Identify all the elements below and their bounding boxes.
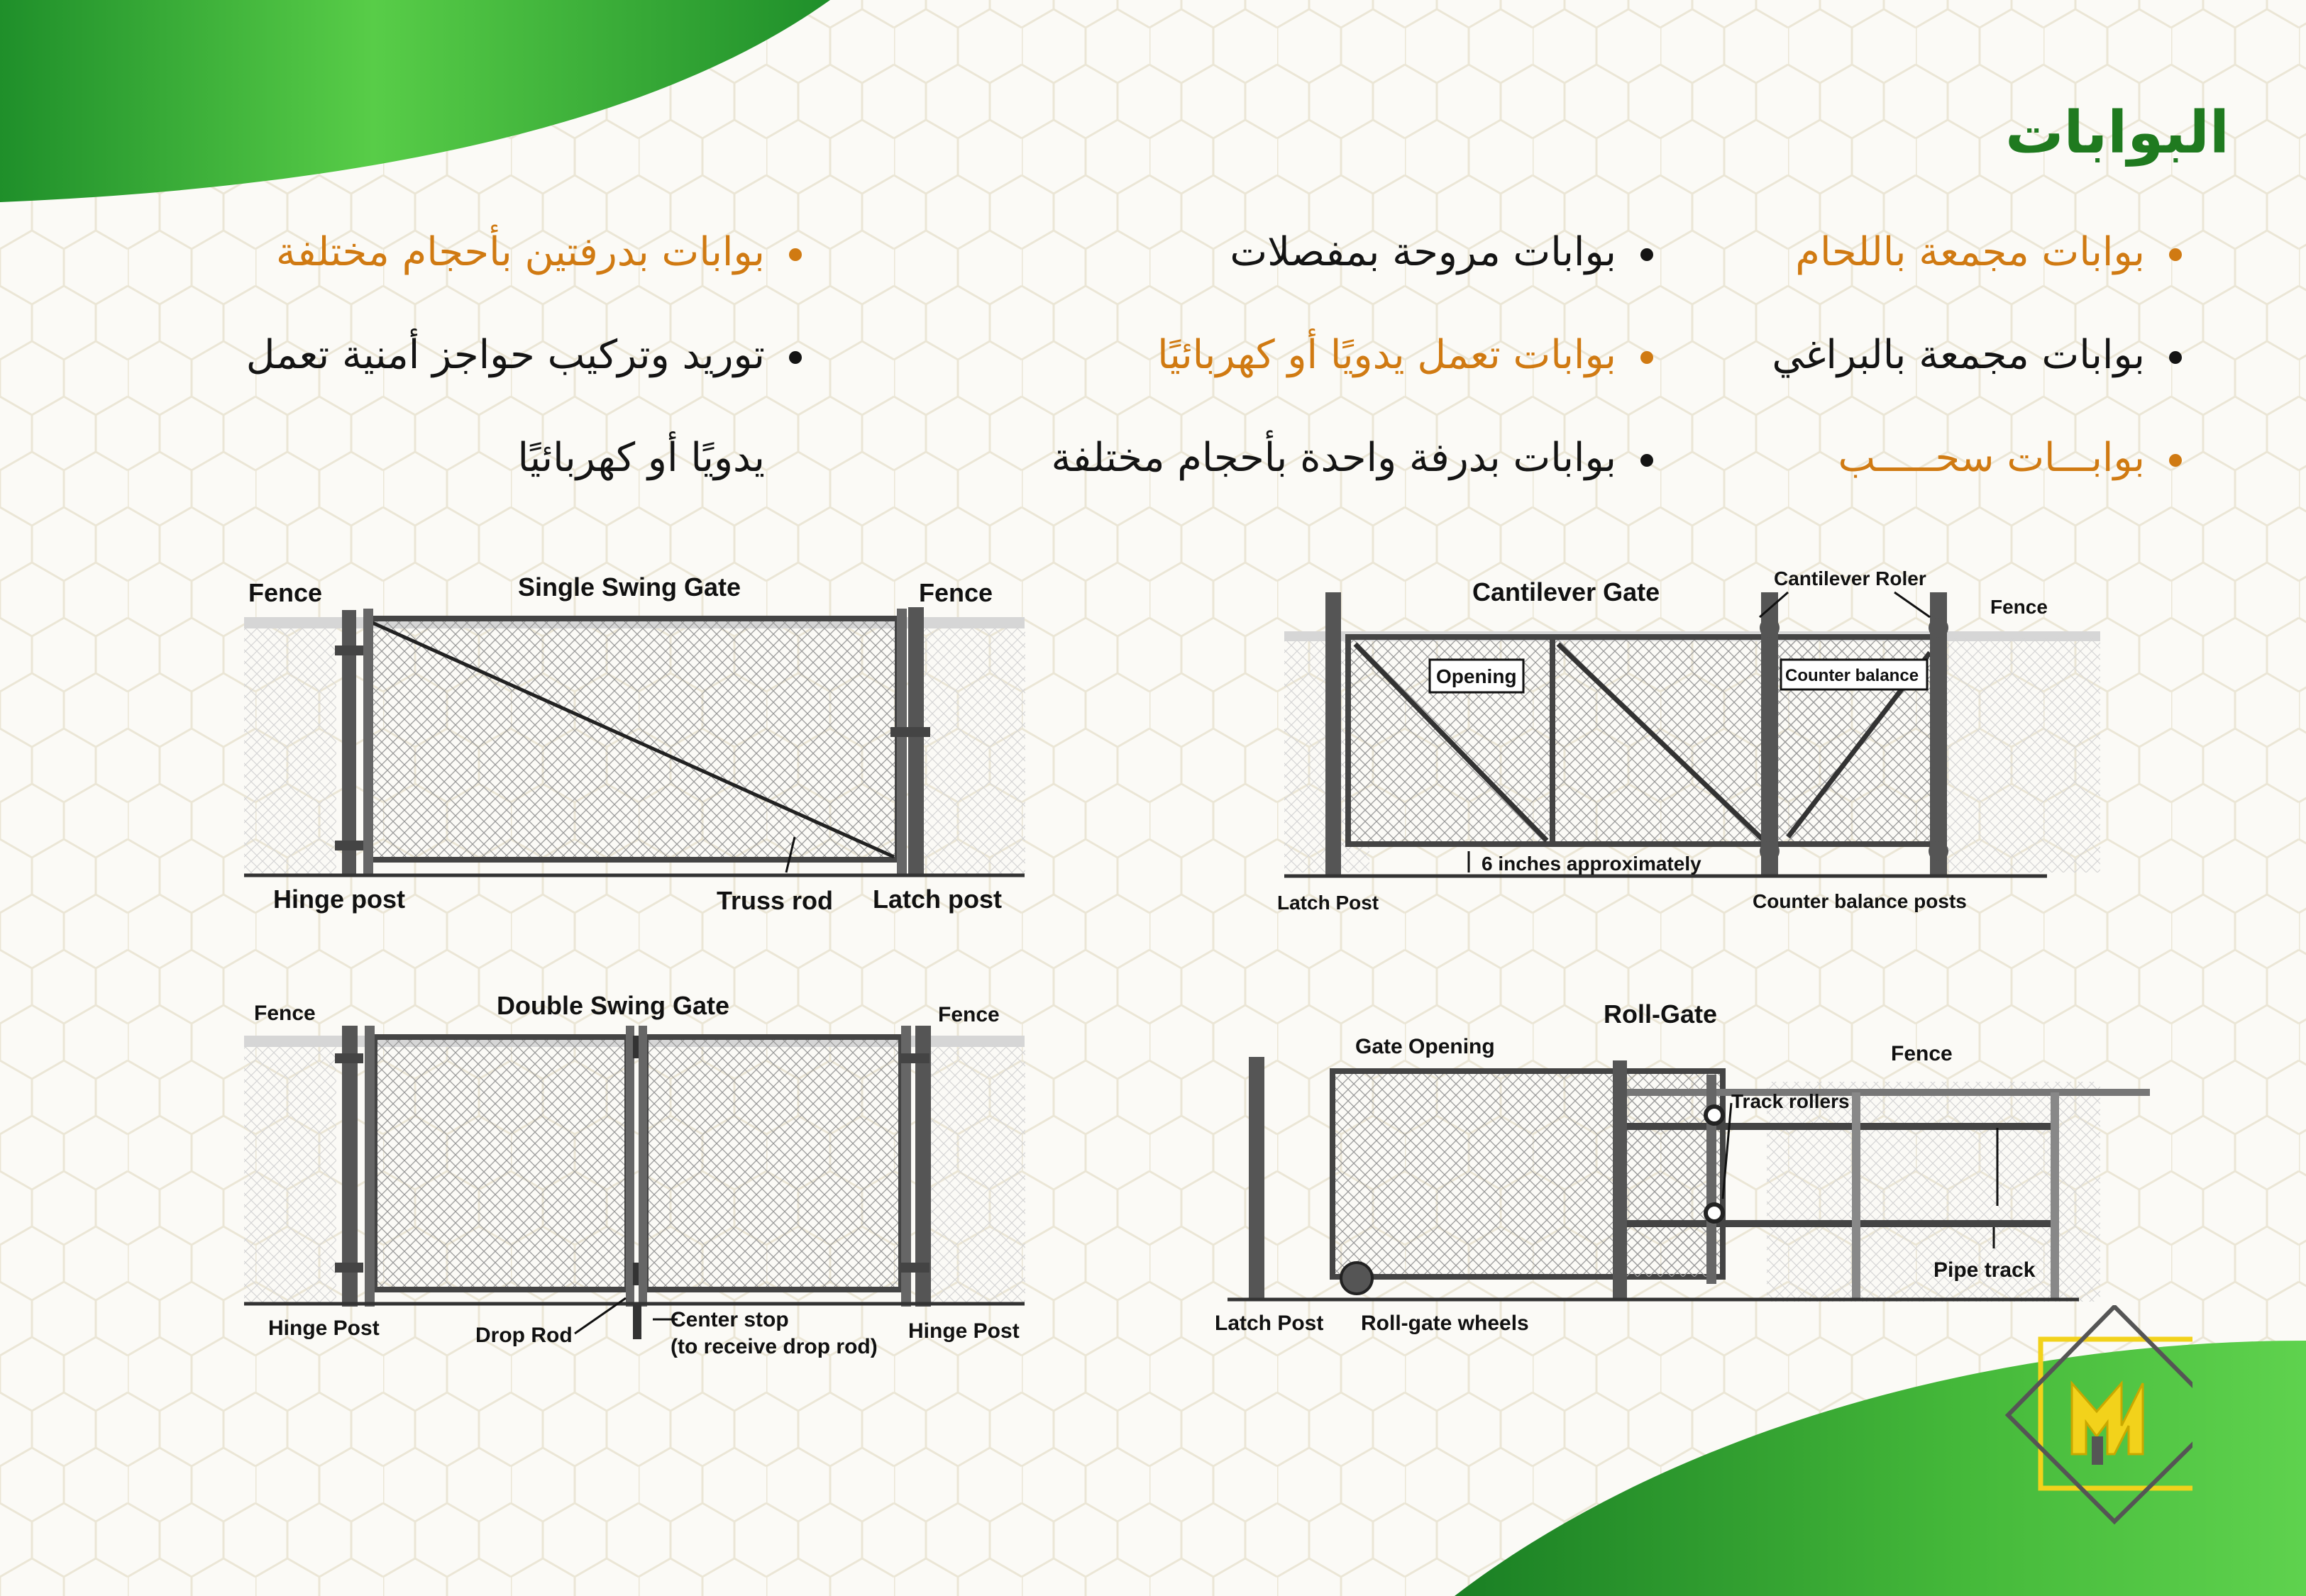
double-swing-gate-diagram — [234, 979, 1036, 1376]
bullet-continuation: يدويًا أو كهربائيًا — [517, 435, 765, 481]
single-swing-gate-diagram — [234, 560, 1036, 929]
hinge-post-right-label: Hinge Post — [908, 1319, 1020, 1343]
fence-right-label: Fence — [919, 578, 993, 607]
bullet-item: بوابات تعمل يدويًا أو كهربائيًا — [1157, 330, 1653, 381]
counter-posts-label: Counter balance posts — [1753, 890, 1967, 912]
bullet-dot-icon — [789, 248, 802, 261]
bullet-item: بوابات بدرفتين بأحجام مختلفة — [276, 227, 802, 278]
bullet-dot-icon — [2169, 351, 2182, 364]
bullet-item: بوابات مجمعة بالبراغي — [1772, 330, 2182, 381]
wheels-label: Roll-gate wheels — [1361, 1312, 1529, 1335]
page-title: البوابات — [2005, 99, 2229, 167]
gate-title: Cantilever Gate — [1472, 577, 1660, 606]
latch-post-label: Latch post — [873, 885, 1003, 914]
gate-opening-label: Gate Opening — [1355, 1035, 1495, 1058]
bullet-dot-icon — [1640, 248, 1653, 261]
fence-left-label: Fence — [248, 578, 323, 607]
bullet-dot-icon — [2169, 454, 2182, 467]
fence-left-label: Fence — [254, 1002, 316, 1025]
fence-label: Fence — [1990, 596, 2048, 618]
bullet-dot-icon — [789, 351, 802, 364]
latch-post-label: Latch Post — [1277, 892, 1379, 914]
latch-post-label: Latch Post — [1215, 1312, 1324, 1335]
gate-title: Roll-Gate — [1604, 999, 1718, 1029]
bullet-dot-icon — [1640, 454, 1653, 467]
track-rollers-label: Track rollers — [1731, 1090, 1850, 1112]
hinge-post-label: Hinge post — [273, 885, 405, 914]
counter-balance-label: Counter balance — [1785, 666, 1919, 685]
clearance-label: 6 inches approximately — [1482, 853, 1701, 875]
center-stop-note: (to receive drop rod) — [671, 1335, 878, 1358]
bullet-item: بوابات مجمعة باللحام — [1795, 227, 2182, 278]
hinge-post-left-label: Hinge Post — [268, 1317, 380, 1340]
cantilever-gate-diagram — [1263, 560, 2114, 929]
fence-label: Fence — [1891, 1042, 1953, 1065]
fence-right-label: Fence — [938, 1003, 1000, 1026]
gate-title: Double Swing Gate — [497, 991, 730, 1020]
center-stop-label: Center stop — [671, 1308, 789, 1331]
drop-rod-label: Drop Rod — [475, 1324, 573, 1347]
bullet-item: بوابات مروحة بمفصلات — [1230, 227, 1653, 278]
pipe-track-label: Pipe track — [1933, 1258, 2036, 1282]
bullet-item: بوابات بدرفة واحدة بأحجام مختلفة — [1052, 433, 1654, 484]
bullet-dot-icon — [1640, 351, 1653, 364]
gate-title: Single Swing Gate — [518, 572, 741, 602]
bullet-list — [0, 0, 2306, 497]
bullet-item: توريد وتركيب حواجز أمنية تعمل — [246, 330, 802, 381]
truss-rod-label: Truss rod — [717, 886, 834, 915]
opening-label: Opening — [1436, 665, 1517, 687]
company-logo — [2001, 1305, 2192, 1525]
cantilever-roller-label: Cantilever Roler — [1774, 567, 1926, 589]
bullet-item: بوابـــات سحـــــب — [1838, 433, 2182, 484]
bullet-dot-icon — [2169, 248, 2182, 261]
